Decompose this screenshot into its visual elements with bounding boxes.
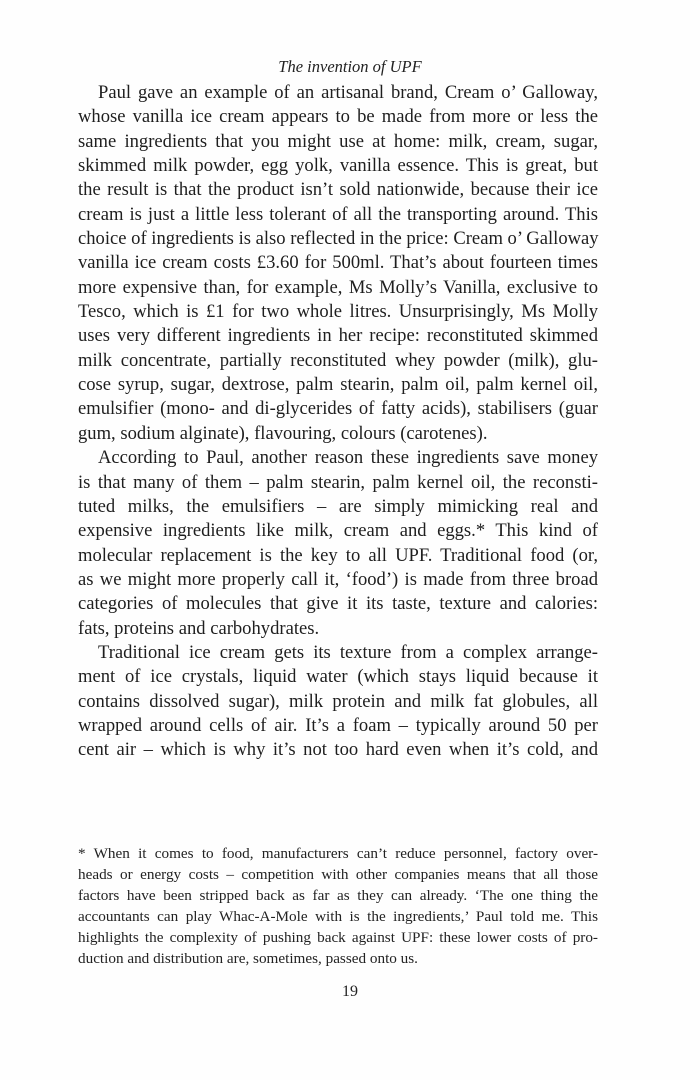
footnote-line: factors have been stripped back as far as they can already. ‘The one thing the xyxy=(78,887,598,904)
text-line: Paul gave an example of an artisanal brand, Cream o’ Galloway, xyxy=(98,82,598,103)
text-line: emulsifier (mono- and di-glycerides of fatty acids), stabilisers (guar xyxy=(78,398,598,420)
text-line: categories of molecules that give it its taste, texture and calories: xyxy=(78,593,598,615)
footnote-line: highlights the complexity of pushing back against UPF: these lower costs of pro- xyxy=(78,929,598,946)
text-line: is that many of them – palm stearin, palm kernel oil, the reconsti- xyxy=(78,471,598,493)
footnote-line: accountants can play Whac-A-Mole with is the ingredients,’ Paul told me. This xyxy=(78,908,598,925)
text-line: wrapped around cells of air. It’s a foam – typically around 50 per xyxy=(78,714,598,736)
text-line: fats, proteins and carbohydrates. xyxy=(78,617,320,639)
text-line: cent air – which is why it’s not too hard even when it’s cold, and xyxy=(78,739,598,761)
text-line: contains dissolved sugar), milk protein and milk fat globules, all xyxy=(78,690,598,712)
page-number: 19 xyxy=(342,983,358,1000)
footnote-line: duction and distribution are, sometimes, passed onto us. xyxy=(78,950,418,967)
text-line: same ingredients that you might use at home: milk, cream, sugar, xyxy=(78,130,598,152)
text-line: skimmed milk powder, egg yolk, vanilla essence. This is great, but xyxy=(78,155,598,177)
text-line: tuted milks, the emulsifiers – are simply mimicking real and xyxy=(78,495,598,517)
paragraph xyxy=(78,81,598,446)
body-text xyxy=(78,81,598,763)
footnote-line: heads or energy costs – competition with other companies means that all those xyxy=(78,866,598,883)
text-line: According to Paul, another reason these ingredients save money xyxy=(98,447,598,469)
text-line: whose vanilla ice cream appears to be made from more or less the xyxy=(78,106,598,128)
text-line: milk concentrate, partially reconstituted whey powder (milk), glu- xyxy=(78,349,598,371)
footnote xyxy=(78,843,598,969)
text-line: gum, sodium alginate), flavouring, colours (carotenes). xyxy=(78,422,488,444)
running-head: The invention of UPF xyxy=(278,57,422,76)
text-line: cose syrup, sugar, dextrose, palm stearin, palm oil, palm kernel oil, xyxy=(78,374,598,396)
text-line: uses very different ingredients in her recipe: reconstituted skimmed xyxy=(78,325,598,347)
text-line: molecular replacement is the key to all UPF. Traditional food (or, xyxy=(78,544,598,566)
footnote-line: * When it comes to food, manufacturers can’t reduce personnel, factory over- xyxy=(78,845,598,862)
text-line: Tesco, which is £1 for two whole litres. Unsurprisingly, Ms Molly xyxy=(78,301,598,323)
text-line: as we might more properly call it, ‘food’) is made from three broad xyxy=(78,568,598,590)
text-line: cream is just a little less tolerant of all the transporting around. This xyxy=(78,203,598,225)
paragraph xyxy=(78,446,598,641)
text-line: the result is that the product isn’t sold nationwide, because their ice xyxy=(78,179,598,201)
text-line: expensive ingredients like milk, cream and eggs.* This kind of xyxy=(78,520,598,542)
text-line: ment of ice crystals, liquid water (which stays liquid because it xyxy=(78,666,598,688)
paragraph xyxy=(78,641,598,763)
text-line: vanilla ice cream costs £3.60 for 500ml. That’s about fourteen times xyxy=(78,252,598,274)
text-line: Traditional ice cream gets its texture from a complex arrange- xyxy=(98,641,598,663)
text-line: more expensive than, for example, Ms Molly’s Vanilla, exclusive to xyxy=(78,276,598,298)
text-line: choice of ingredients is also reflected in the price: Cream o’ Galloway xyxy=(78,228,599,250)
